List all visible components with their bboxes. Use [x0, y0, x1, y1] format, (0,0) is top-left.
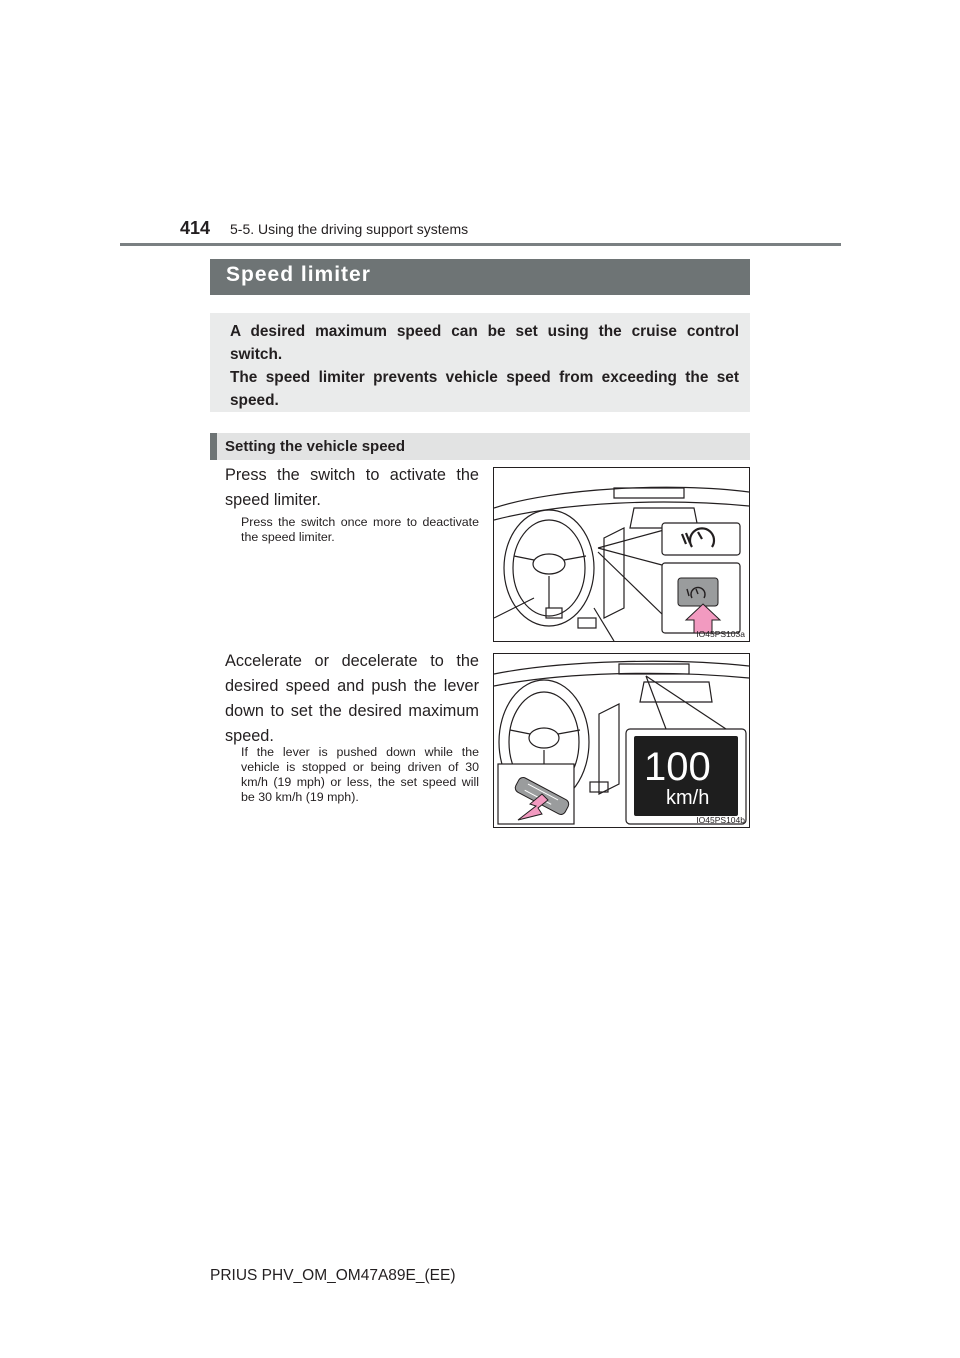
figure-2-illustration — [494, 654, 749, 827]
subheading-accent — [210, 433, 217, 460]
display-speed-unit: km/h — [666, 787, 710, 809]
section-label: 5-5. Using the driving support systems — [230, 221, 469, 237]
step-1-text: Press the switch to activate the speed limiter. — [225, 466, 479, 509]
intro-line-2: The speed limiter prevents vehicle speed from exceeding the set speed. — [230, 369, 739, 409]
figure-1-illustration — [494, 468, 749, 641]
step-2-note: If the lever is pushed down while the vehicle is stopped or being driven of 30 km/h (19 mph) or less, the set speed will be 30 km/h (19 mph). — [241, 745, 479, 804]
step-2-text: Accelerate or decelerate to the desired speed and push the lever down to set the desired maximum speed. — [225, 652, 479, 745]
title-bar — [210, 259, 750, 295]
page-title: Speed limiter — [226, 263, 371, 286]
subheading-bar — [210, 433, 750, 460]
subheading: Setting the vehicle speed — [225, 438, 406, 455]
display-speed-value: 100 — [644, 745, 711, 789]
figure-1 — [493, 467, 750, 642]
figure-1-code: IO45PS103a — [696, 629, 745, 639]
intro-line-1: A desired maximum speed can be set using the cruise control switch. — [230, 323, 739, 363]
figure-2 — [493, 653, 750, 828]
step-1-note: Press the switch once more to deactivate the speed limiter. — [241, 515, 479, 544]
intro-box — [210, 313, 750, 412]
page-number: 414 — [180, 218, 211, 238]
figure-2-code: IO45PS104b — [696, 815, 745, 825]
intro-text — [230, 320, 739, 412]
header-divider — [120, 243, 841, 246]
footer-doc-code: PRIUS PHV_OM_OM47A89E_(EE) — [210, 1267, 456, 1284]
